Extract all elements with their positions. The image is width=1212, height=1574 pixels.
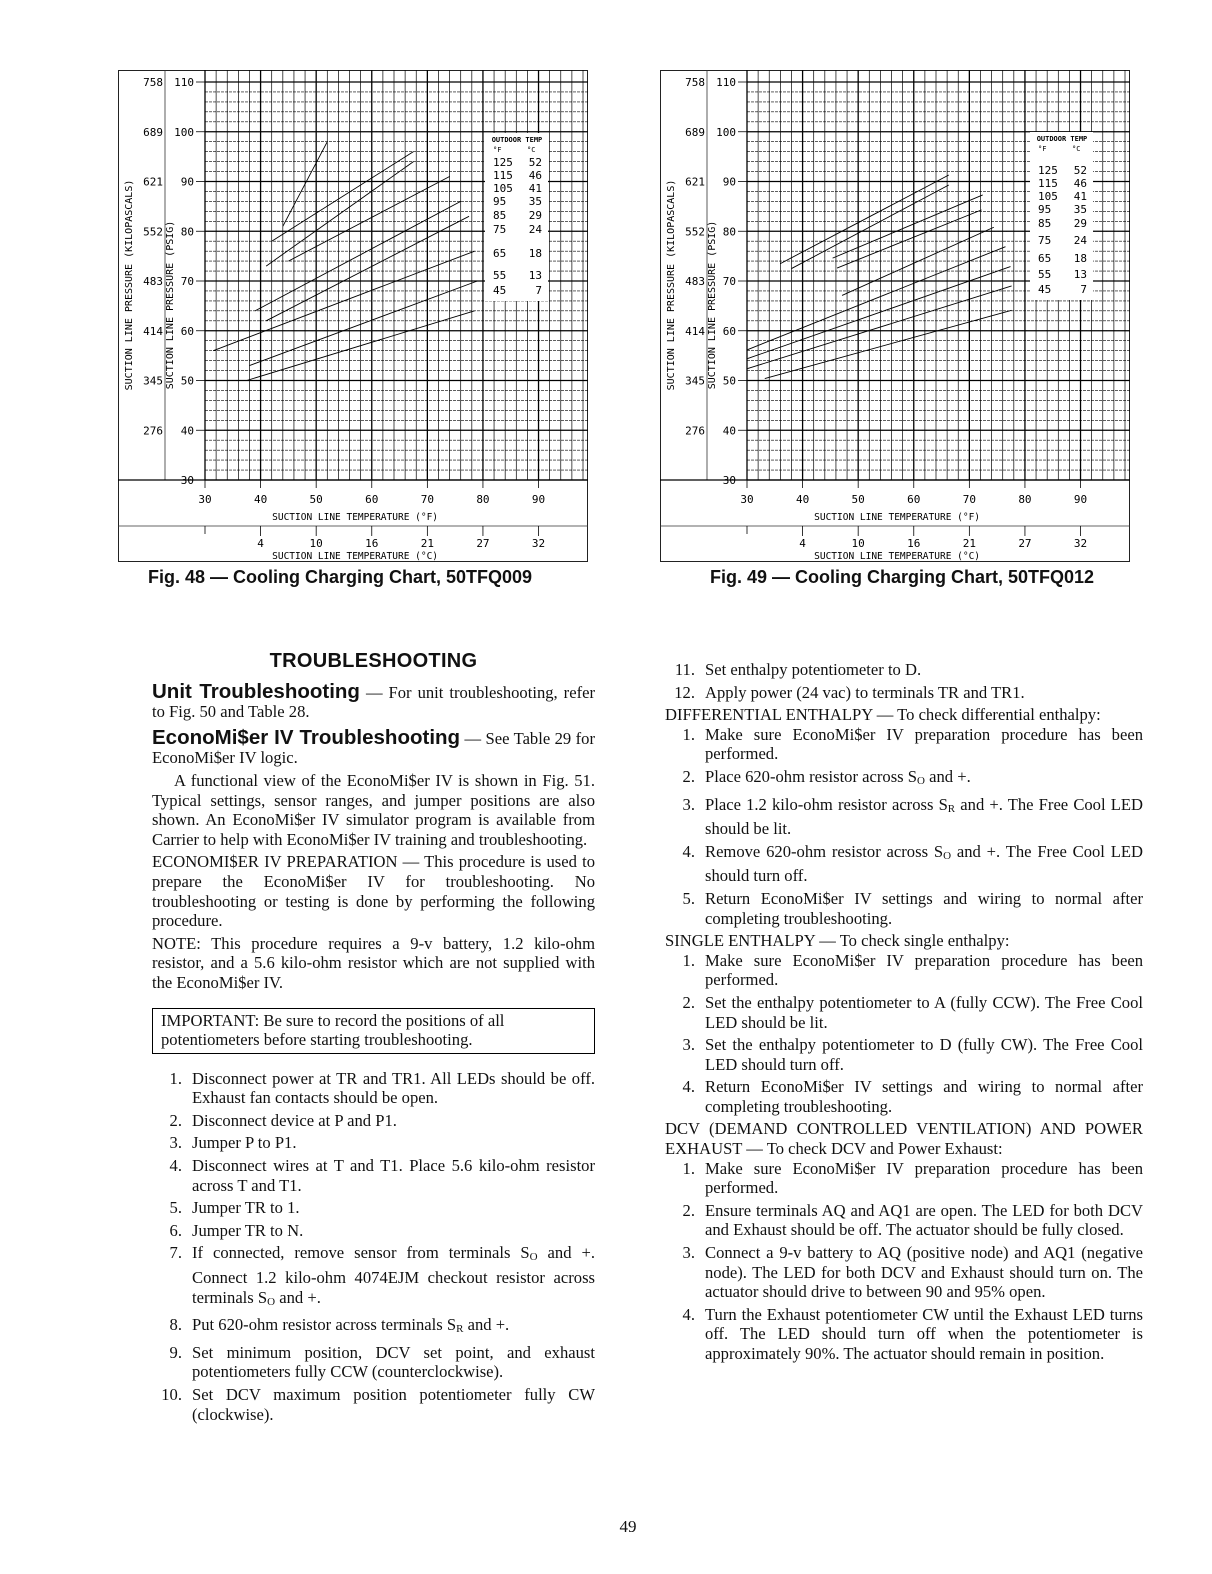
psi-axis-title: SUCTION LINE PRESSURE (PSIG) (165, 220, 176, 390)
legend-entry-f: 95 (1038, 203, 1052, 216)
list-item-number: 2. (169, 1110, 182, 1130)
legend-title: OUTDOOR TEMP (491, 136, 543, 144)
unit-troubleshooting-heading: Unit Troubleshooting (152, 679, 360, 703)
kpa-tick-label: 689 (143, 125, 163, 139)
economiser-troubleshooting-heading: EconoMi$er IV Troubleshooting (152, 725, 461, 749)
kpa-tick-label: 689 (685, 125, 705, 139)
note-para: NOTE: This procedure requires a 9-v battery, 1.2 kilo-ohm resistor, and a 5.6 kilo-ohm resistor which are not supplied with the EconoMi$er IV. (152, 933, 595, 992)
list-item-text: and +. (463, 1315, 510, 1335)
psi-tick-label: 90 (180, 175, 194, 189)
psi-tick-label: 100 (174, 125, 194, 139)
economiser-troubleshooting-para (152, 725, 595, 768)
list-item (665, 660, 1143, 680)
list-item-text: Return EconoMi$er IV settings and wiring to normal after completing troubleshooting. (705, 888, 1143, 928)
list-item-number: 4. (682, 1304, 695, 1324)
kpa-tick-label: 552 (143, 225, 163, 239)
c-tick-label: 4 (257, 537, 264, 550)
legend-entry-f: 125 (1038, 164, 1058, 177)
kpa-tick-label: 414 (143, 324, 163, 338)
list-item-number: 1. (682, 950, 695, 970)
terminal-subscript: R (456, 1323, 464, 1336)
c-tick-label: 21 (420, 537, 434, 550)
legend-entry-f: 105 (493, 182, 513, 195)
legend-entry-f: 75 (493, 223, 507, 236)
figure-caption-fig49: Fig. 49 — Cooling Charging Chart, 50TFQ012 (710, 567, 1095, 587)
legend-unit-f: °F (493, 146, 502, 154)
chart-fig49 (660, 70, 1130, 562)
list-item-number: 4. (169, 1156, 182, 1176)
c-tick-label: 10 (309, 537, 323, 550)
list-item-number: 1. (169, 1068, 182, 1088)
series-line-85f (255, 201, 461, 310)
f-tick-label: 30 (198, 493, 212, 506)
f-tick-label: 70 (420, 493, 434, 506)
kpa-tick-label: 483 (143, 275, 163, 288)
f-tick-label: 50 (851, 493, 865, 506)
list-item (665, 1077, 1143, 1116)
list-item-number: 11. (674, 660, 695, 679)
list-item (665, 767, 1143, 792)
kpa-axis-title: SUCTION LINE PRESSURE (KILOPASCALS) (666, 179, 677, 391)
list-item-text: Disconnect power at TR and TR1. All LEDs should be off. Exhaust fan contacts should be open. (192, 1068, 595, 1108)
legend-entry-f: 45 (493, 284, 507, 297)
series-line-55f (748, 286, 1012, 369)
f-axis-title: SUCTION LINE TEMPERATURE (°F) (272, 512, 439, 523)
psi-tick-label: 30 (180, 474, 194, 487)
dcv-steps (665, 1159, 1143, 1364)
legend-entry-f: 55 (1038, 268, 1052, 281)
kpa-tick-label: 345 (143, 374, 163, 388)
psi-tick-label: 90 (722, 175, 736, 189)
list-item (665, 725, 1143, 764)
f-tick-label: 90 (531, 493, 546, 506)
list-item-number: 3. (682, 1243, 695, 1263)
psi-tick-label: 60 (722, 324, 736, 338)
right-column (665, 660, 1143, 1367)
psi-tick-label: 80 (180, 225, 194, 239)
list-item (152, 1315, 595, 1340)
legend-entry-f: 125 (493, 156, 513, 169)
legend-unit-c: °C (1072, 145, 1081, 153)
preparation-steps-continued (665, 660, 1143, 702)
psi-tick-label: 110 (174, 76, 194, 89)
psi-tick-label: 50 (722, 374, 736, 388)
f-tick-label: 70 (962, 493, 976, 506)
list-item-text: Return EconoMi$er IV settings and wiring to normal after completing troubleshooting. (705, 1077, 1143, 1116)
series-line-115f (272, 152, 414, 242)
f-tick-label: 80 (1018, 493, 1032, 506)
preparation-para: ECONOMI$ER IV PREPARATION — This procedure is used to prepare the EconoMi$er IV for troubleshooting. No troubleshooting or testing is done by performing the following procedure. (152, 852, 595, 931)
legend-entry-f: 105 (1038, 190, 1058, 203)
list-item-text: and +. The Free Cool LED should be lit. (705, 794, 1143, 839)
list-item (152, 1156, 595, 1195)
psi-tick-label: 80 (722, 225, 736, 239)
functional-view-para: A functional view of the EconoMi$er IV is shown in Fig. 51. Typical settings, sensor ranges, and jumper positions are also shown. An EconoMi$er IV simulator program is available from Carrier to help with EconoMi$er IV training and troubleshooting. (152, 770, 595, 849)
series-line-105f (833, 195, 983, 258)
list-item-number: 7. (169, 1243, 182, 1263)
legend-entry-c: 7 (1080, 283, 1087, 296)
f-tick-label: 60 (907, 493, 921, 506)
legend-entry-f: 115 (493, 169, 513, 182)
list-item-text: Turn the Exhaust potentiometer CW until the Exhaust LED turns off. The LED should turn off when the potentiometer is approximately 90%. The actuator should remain in position. (705, 1304, 1143, 1363)
f-tick-label: 60 (365, 493, 379, 506)
legend-entry-f: 85 (493, 209, 507, 222)
important-box: IMPORTANT: Be sure to record the positions of all potentiometers before starting troubleshooting. (152, 1008, 595, 1054)
terminal-subscript: R (947, 802, 956, 815)
series-line-75f (748, 247, 1006, 350)
economiser-troubleshooting-text: — See Table 29 for EconoMi$er IV logic. (152, 728, 595, 768)
f-tick-label: 40 (253, 493, 268, 506)
legend-entry-c: 13 (528, 269, 542, 282)
psi-axis-title: SUCTION LINE PRESSURE (PSIG) (707, 220, 718, 390)
list-item-number: 12. (674, 682, 695, 702)
list-item-text: Put 620-ohm resistor across terminals S (192, 1315, 457, 1335)
list-item (152, 1243, 595, 1312)
legend-entry-f: 65 (1038, 252, 1052, 265)
list-item (665, 683, 1143, 703)
list-item-number: 9. (169, 1342, 182, 1362)
list-item-number: 3. (169, 1133, 182, 1153)
terminal-subscript: O (943, 849, 952, 862)
list-item (152, 1111, 595, 1131)
list-item (665, 993, 1143, 1032)
legend-entry-c: 46 (528, 169, 542, 182)
list-item-number: 5. (169, 1198, 182, 1218)
legend-entry-c: 13 (1073, 268, 1087, 281)
list-item (665, 1159, 1143, 1198)
legend-entry-c: 29 (1073, 217, 1087, 230)
list-item-text: Place 620-ohm resistor across S (705, 766, 917, 786)
kpa-tick-label: 621 (143, 175, 163, 189)
legend-entry-f: 55 (493, 269, 507, 282)
list-item-text: Place 1.2 kilo-ohm resistor across S (705, 794, 948, 814)
psi-tick-label: 70 (722, 275, 736, 288)
differential-enthalpy-heading: DIFFERENTIAL ENTHALPY — To check differential enthalpy: (665, 705, 1101, 725)
list-item-text: Connect a 9-v battery to AQ (positive node) and AQ1 (negative node). The LED for both DCV and Exhaust should turn on. The actuator should drive to between 90 and 95% open. (705, 1243, 1143, 1302)
kpa-tick-label: 345 (685, 374, 705, 388)
legend-entry-c: 18 (528, 247, 542, 260)
legend-entry-c: 41 (1073, 190, 1087, 203)
list-item-text: Disconnect device at P and P1. (192, 1110, 397, 1130)
kpa-tick-label: 552 (685, 225, 705, 239)
c-tick-label: 32 (1073, 537, 1088, 550)
list-item-text: Make sure EconoMi$er IV preparation procedure has been performed. (705, 724, 1143, 764)
legend-entry-f: 85 (1038, 217, 1052, 230)
dcv-heading: DCV (DEMAND CONTROLLED VENTILATION) AND POWER EXHAUST — To check DCV and Power Exhaust: (665, 1119, 1143, 1159)
preparation-steps-list (152, 1069, 595, 1425)
chart-fig48-svg (118, 70, 588, 562)
kpa-tick-label: 414 (685, 324, 705, 338)
list-item-text: Ensure terminals AQ and AQ1 are open. The LED for both DCV and Exhaust should be off. The actuator should be fully closed. (705, 1200, 1143, 1240)
terminal-subscript: O (267, 1295, 276, 1308)
kpa-tick-label: 276 (685, 424, 705, 438)
list-item (665, 1243, 1143, 1302)
list-item-text: Set enthalpy potentiometer to D. (705, 660, 922, 679)
list-item-text: and +. The Free Cool LED should turn off. (705, 841, 1144, 886)
list-item (665, 1305, 1143, 1364)
list-item-text: Jumper P to P1. (192, 1133, 297, 1153)
list-item (152, 1133, 595, 1153)
terminal-subscript: O (917, 774, 925, 787)
list-item-number: 3. (682, 794, 695, 814)
list-item-text: Set the enthalpy potentiometer to A (fully CCW). The Free Cool LED should be lit. (705, 992, 1143, 1032)
list-item-text: Make sure EconoMi$er IV preparation procedure has been performed. (705, 950, 1143, 990)
legend-entry-f: 115 (1038, 177, 1058, 190)
c-tick-label: 16 (907, 537, 921, 550)
c-tick-label: 21 (962, 537, 976, 550)
list-item-number: 4. (682, 841, 695, 861)
kpa-tick-label: 758 (685, 76, 705, 89)
legend-entry-c: 52 (528, 156, 542, 169)
list-item-text: If connected, remove sensor from terminals S (192, 1243, 530, 1263)
psi-tick-label: 30 (722, 474, 736, 487)
list-item-number: 5. (682, 888, 695, 908)
c-tick-label: 10 (851, 537, 865, 550)
psi-tick-label: 50 (180, 374, 194, 388)
list-item (152, 1198, 595, 1218)
series-line-95f (288, 177, 449, 262)
list-item-text: Jumper TR to 1. (192, 1198, 300, 1218)
chart-fig49-svg (660, 70, 1130, 562)
c-axis-title: SUCTION LINE TEMPERATURE (°C) (814, 551, 981, 562)
psi-tick-label: 70 (180, 275, 194, 288)
list-item (665, 1201, 1143, 1240)
list-item-number: 1. (682, 724, 695, 744)
c-tick-label: 16 (365, 537, 379, 550)
psi-tick-label: 110 (716, 76, 736, 89)
unit-troubleshooting-para (152, 679, 595, 722)
list-item-number: 8. (169, 1315, 182, 1335)
legend-entry-c: 18 (1073, 252, 1087, 265)
f-tick-label: 80 (476, 493, 490, 506)
list-item (665, 842, 1143, 886)
legend-entry-c: 46 (1073, 177, 1087, 190)
unit-troubleshooting-text: — For unit troubleshooting, refer to Fig. 50 and Table 28. (152, 682, 595, 722)
legend-entry-c: 41 (528, 182, 542, 195)
differential-enthalpy-steps (665, 725, 1143, 928)
list-item (152, 1343, 595, 1382)
legend-entry-f: 45 (1038, 283, 1052, 296)
psi-tick-label: 40 (722, 424, 736, 438)
list-item-text: Set minimum position, DCV set point, and exhaust potentiometers fully CCW (counterclockwise). (192, 1342, 595, 1382)
legend-entry-c: 24 (1073, 234, 1087, 247)
list-item-text: Disconnect wires at T and T1. Place 5.6 kilo-ohm resistor across T and T1. (192, 1156, 595, 1195)
c-tick-label: 27 (1018, 537, 1032, 550)
list-item-text: and +. (924, 766, 971, 786)
legend-entry-f: 65 (493, 247, 507, 260)
c-tick-label: 32 (531, 537, 546, 550)
kpa-axis-title: SUCTION LINE PRESSURE (KILOPASCALS) (124, 179, 135, 391)
legend-entry-f: 75 (1038, 234, 1052, 247)
figure-caption-fig48: Fig. 48 — Cooling Charging Chart, 50TFQ009 (148, 567, 533, 587)
single-enthalpy-heading: SINGLE ENTHALPY — To check single enthalpy: (665, 931, 1010, 951)
c-tick-label: 4 (799, 537, 806, 550)
f-tick-label: 90 (1073, 493, 1088, 506)
list-item-text: Jumper TR to N. (192, 1220, 304, 1240)
c-axis-title: SUCTION LINE TEMPERATURE (°C) (272, 551, 439, 562)
list-item-text: and +. (275, 1287, 321, 1307)
psi-tick-label: 60 (180, 324, 194, 338)
kpa-tick-label: 758 (143, 76, 163, 89)
list-item (665, 1035, 1143, 1074)
list-item-number: 6. (169, 1220, 182, 1240)
list-item-number: 3. (682, 1035, 695, 1055)
list-item-text: Apply power (24 vac) to terminals TR and TR1. (705, 682, 1025, 702)
list-item-text: Set the enthalpy potentiometer to D (fully CW). The Free Cool LED should turn off. (705, 1035, 1143, 1074)
section-heading: TROUBLESHOOTING (269, 650, 478, 672)
list-item (665, 795, 1143, 839)
list-item-number: 2. (682, 766, 695, 786)
legend-unit-c: °C (527, 146, 536, 154)
legend (485, 133, 548, 301)
kpa-tick-label: 621 (685, 175, 705, 189)
list-item (152, 1069, 595, 1108)
legend-unit-f: °F (1038, 145, 1047, 153)
legend-entry-c: 52 (1073, 164, 1087, 177)
list-item-number: 1. (682, 1158, 695, 1178)
legend-entry-c: 35 (1073, 203, 1087, 216)
list-item-text: Make sure EconoMi$er IV preparation procedure has been performed. (705, 1158, 1143, 1198)
legend-entry-c: 7 (535, 284, 542, 297)
c-tick-label: 27 (476, 537, 490, 550)
list-item (665, 951, 1143, 990)
legend (1030, 132, 1093, 300)
legend-entry-c: 29 (528, 209, 542, 222)
legend-title: OUTDOOR TEMP (1036, 135, 1088, 143)
psi-tick-label: 40 (180, 424, 194, 438)
legend-entry-c: 24 (528, 223, 542, 236)
list-item-number: 4. (682, 1077, 695, 1097)
list-item-number: 2. (682, 1200, 695, 1220)
list-item (665, 889, 1143, 928)
list-item (152, 1385, 595, 1424)
kpa-tick-label: 483 (685, 275, 705, 288)
kpa-tick-label: 276 (143, 424, 163, 438)
list-item-text: and +. Connect 1.2 kilo-ohm 4074EJM checkout resistor across terminals S (192, 1243, 595, 1307)
psi-tick-label: 100 (716, 125, 736, 139)
f-axis-title: SUCTION LINE TEMPERATURE (°F) (814, 512, 981, 523)
chart-fig48 (118, 70, 588, 562)
series-line-65f (748, 267, 1011, 359)
list-item-number: 10. (161, 1385, 182, 1404)
series-line-105f (266, 162, 413, 266)
f-tick-label: 40 (795, 493, 810, 506)
terminal-subscript: O (529, 1251, 538, 1264)
list-item-text: Set DCV maximum position potentiometer fully CW (clockwise). (192, 1385, 595, 1424)
list-item-number: 2. (682, 992, 695, 1012)
series-line-125f (780, 175, 948, 264)
list-item (152, 1221, 595, 1241)
legend-entry-c: 35 (528, 195, 542, 208)
page-number: 49 (619, 1517, 637, 1536)
f-tick-label: 30 (740, 493, 754, 506)
list-item-text: Remove 620-ohm resistor across S (705, 841, 944, 861)
single-enthalpy-steps (665, 951, 1143, 1117)
left-column (152, 652, 595, 1427)
f-tick-label: 50 (309, 493, 323, 506)
legend-entry-f: 95 (493, 195, 507, 208)
